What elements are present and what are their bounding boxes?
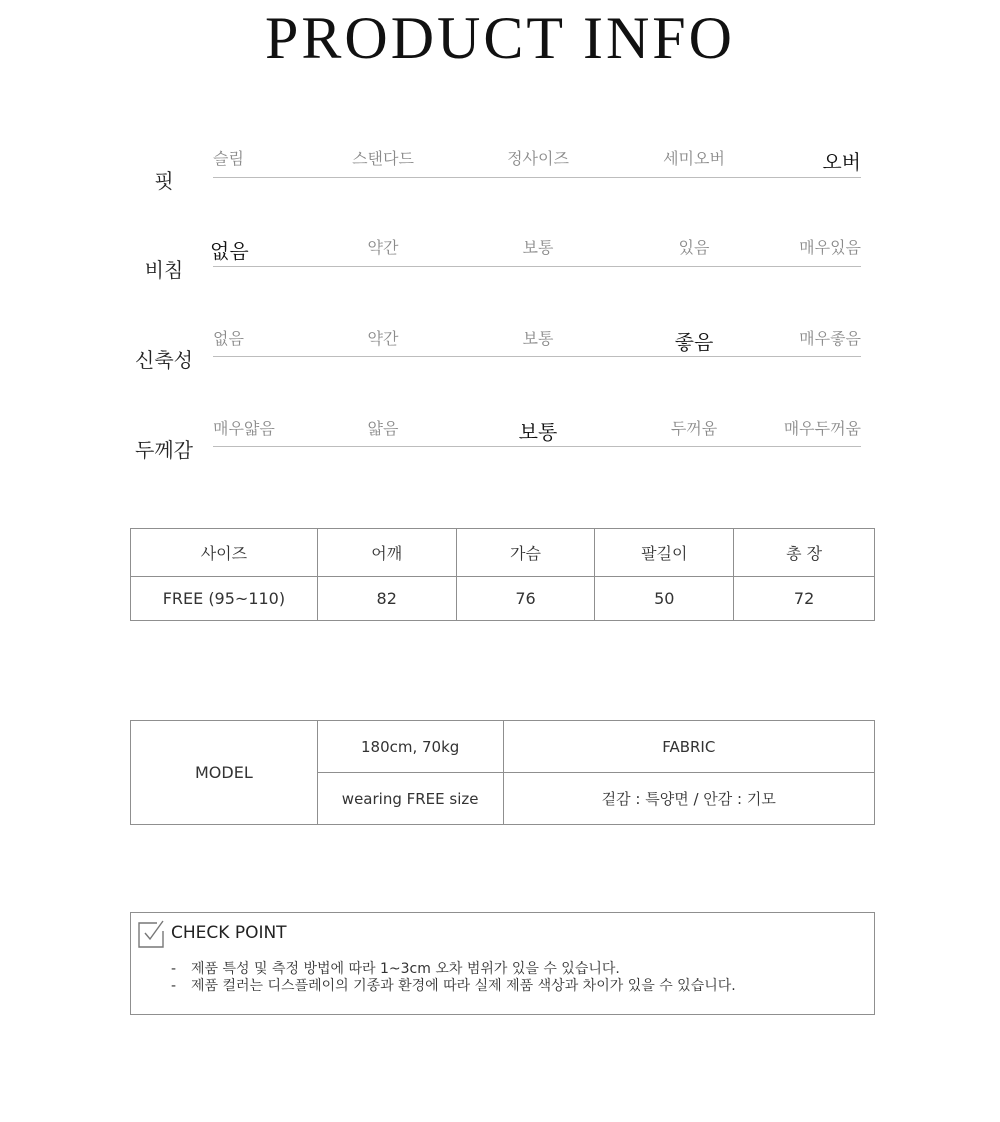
fit-scale-line (213, 177, 861, 178)
note-text: 제품 컬러는 디스플레이의 기종과 환경에 따라 실제 제품 색상과 차이가 있을 수 있습니다. (191, 978, 736, 994)
fit-option: 얇음 (367, 419, 399, 438)
fit-row-fit (0, 140, 1000, 200)
fit-option: 세미오버 (663, 149, 725, 168)
fabric-value: 겉감 : 특양면 / 안감 : 기모 (503, 773, 874, 825)
fit-option: 없음 (213, 329, 244, 348)
fit-scale-line (213, 266, 861, 267)
check-point-notes (171, 961, 736, 995)
model-spec: 180cm, 70kg (317, 721, 503, 773)
table-row (131, 577, 875, 621)
list-dash: - (171, 961, 177, 977)
size-cell: 72 (734, 577, 875, 621)
fabric-label: FABRIC (503, 721, 874, 773)
table-row (131, 721, 875, 773)
size-cell: 82 (317, 577, 456, 621)
fit-row-label: 신축성 (135, 348, 193, 372)
size-header-cell: 어깨 (317, 529, 456, 577)
size-table-header-row (131, 529, 875, 577)
size-table (130, 528, 875, 621)
page-title: PRODUCT INFO (265, 5, 735, 71)
fit-option: 약간 (367, 238, 399, 257)
fit-option: 약간 (367, 329, 399, 348)
fit-scale-line (213, 356, 861, 357)
fit-row-sheerness (0, 230, 1000, 290)
fit-option: 스탠다드 (352, 149, 414, 168)
check-point-box (130, 912, 875, 1015)
model-fabric-table (130, 720, 875, 825)
fit-scale-line (213, 446, 861, 447)
size-cell: FREE (95~110) (131, 577, 318, 621)
fit-row-thickness (0, 410, 1000, 470)
checkbox-check-icon (137, 919, 165, 949)
fit-option: 보통 (518, 420, 558, 444)
list-item (171, 961, 736, 978)
fit-option: 매우좋음 (799, 329, 861, 348)
fit-row-label: 핏 (154, 169, 174, 193)
fit-option: 보통 (522, 238, 554, 257)
size-cell: 76 (456, 577, 595, 621)
size-header-cell: 팔길이 (595, 529, 734, 577)
list-dash: - (171, 978, 177, 994)
model-wearing-size: wearing FREE size (317, 773, 503, 825)
fit-row-stretch (0, 320, 1000, 380)
model-label: MODEL (131, 721, 318, 825)
fit-option: 보통 (522, 329, 554, 348)
size-header-cell: 가슴 (456, 529, 595, 577)
size-header-cell: 총 장 (734, 529, 875, 577)
fit-row-label: 두께감 (135, 438, 193, 462)
fit-option: 오버 (822, 150, 861, 174)
size-cell: 50 (595, 577, 734, 621)
fit-option: 좋음 (674, 330, 714, 354)
list-item (171, 978, 736, 995)
fit-option: 슬림 (213, 149, 244, 168)
fit-option: 매우있음 (799, 238, 861, 257)
fit-option: 정사이즈 (507, 149, 569, 168)
size-header-cell: 사이즈 (131, 529, 318, 577)
fit-option: 두꺼움 (670, 419, 718, 438)
note-text: 제품 특성 및 측정 방법에 따라 1~3cm 오차 범위가 있을 수 있습니다. (191, 961, 620, 977)
fit-option: 있음 (678, 238, 710, 257)
check-point-title: CHECK POINT (171, 923, 287, 943)
fit-option: 없음 (210, 239, 249, 263)
fit-option: 매우얇음 (213, 419, 275, 438)
fit-row-label: 비침 (144, 258, 184, 282)
fit-option: 매우두꺼움 (783, 419, 861, 438)
